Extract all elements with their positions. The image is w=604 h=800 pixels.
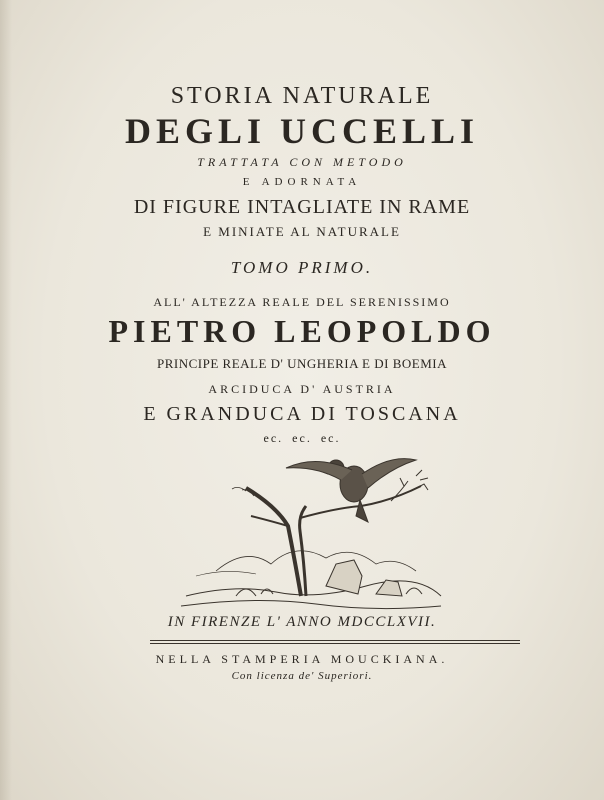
imprint-place-year: IN FIRENZE L' ANNO MDCCLXVII. <box>167 614 437 630</box>
patron-title-principe: PRINCIPE REALE D' UNGHERIA E DI BOEMIA <box>156 356 447 371</box>
imprint-rule <box>150 640 520 644</box>
patron-name: PIETRO LEOPOLDO <box>108 313 496 349</box>
printer-line: NELLA STAMPERIA MOUCKIANA. <box>155 652 449 666</box>
patron-title-granduca: E GRANDUCA DI TOSCANA <box>143 403 461 425</box>
patron-title-arciduca: ARCIDUCA D' AUSTRIA <box>208 382 396 396</box>
etcetera-line: ec. ec. ec. <box>263 431 341 445</box>
subtitle-miniate: E MINIATE AL NATURALE <box>203 224 401 239</box>
subtitle-figure: DI FIGURE INTAGLIATE IN RAME <box>133 196 471 218</box>
volume-label: TOMO PRIMO. <box>230 258 374 277</box>
subtitle-adornata: E ADORNATA <box>242 176 362 188</box>
bird-on-branch-engraving-icon <box>176 446 446 616</box>
license-line: Con licenza de' Superiori. <box>231 670 373 682</box>
title-line-degli-uccelli: DEGLI UCCELLI <box>124 111 480 151</box>
subtitle-trattata: TRATTATA CON METODO <box>197 155 407 169</box>
title-line-storia-naturale: STORIA NATURALE <box>170 83 434 109</box>
dedication-intro: ALL' ALTEZZA REALE DEL SERENISSIMO <box>153 295 451 309</box>
